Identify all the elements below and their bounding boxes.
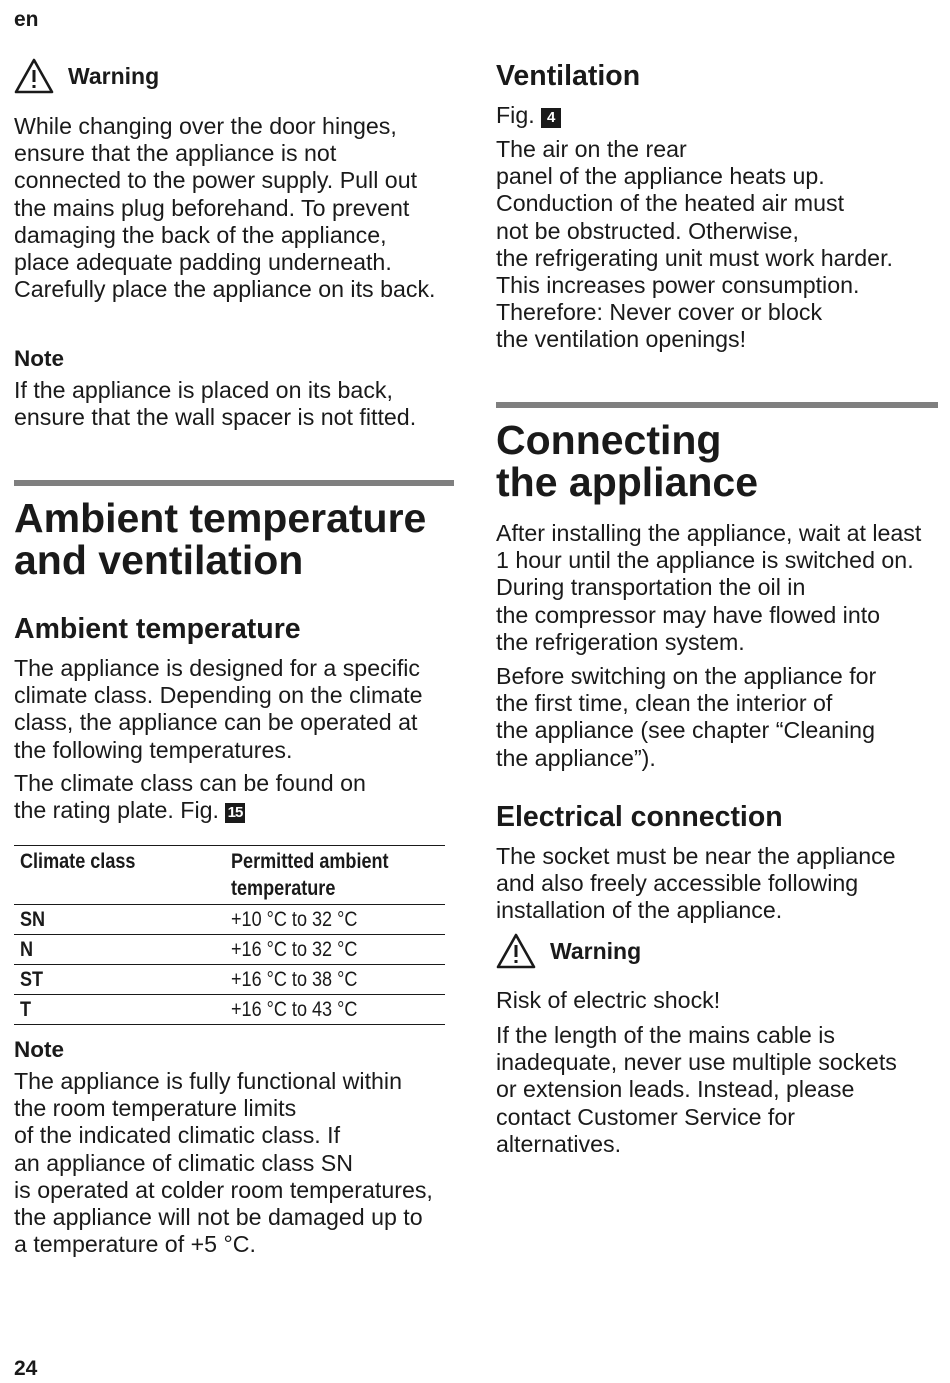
page-number: 24 [14,1357,38,1380]
table-cell-temperature: +16 °C to 32 °C [225,935,445,965]
connect-paragraph-2 [496,663,938,772]
text-line: inadequate, never use multiple sockets [496,1049,897,1076]
text-line: the ventilation openings! [496,326,747,353]
table-cell-class: ST [14,965,225,995]
table-cell-temperature: +16 °C to 38 °C [225,965,445,995]
table-row [14,965,445,995]
text-line: an appliance of climatic class SN [14,1149,353,1176]
table-cell-class: SN [14,905,225,935]
language-code: en [14,8,39,31]
section-title-line2: and ventilation [14,537,304,583]
table-cell-temperature: +16 °C to 43 °C [225,995,445,1025]
warning-triangle-icon [14,58,54,94]
section-title-line1: Connecting [496,417,722,463]
table-cell-class: N [14,935,225,965]
text-line: the appliance (see chapter “Cleaning [496,717,875,744]
warning-text: Risk of electric shock! [496,987,721,1013]
text-line: The air on the rear [496,136,687,162]
text-line: or extension leads. Instead, please [496,1076,855,1103]
text-line: is operated at colder room temperatures, [14,1176,433,1203]
warning-details [496,1022,938,1158]
text-line: Therefore: Never cover or block [496,299,823,326]
ambient-paragraph-2 [14,770,454,824]
fig-reference-label: the rating plate. Fig. [14,797,219,824]
text-line: the refrigerating unit must work harder. [496,244,893,271]
ventilation-fig-reference [496,102,938,129]
connect-paragraph-1 [496,520,938,656]
ventilation-text [496,136,938,354]
note-text: If the appliance is placed on its back, ensure that the wall spacer is not fitted. [14,377,417,431]
table-cell-class: T [14,995,225,1025]
figure-badge: 15 [225,803,245,823]
figure-badge: 4 [541,108,561,128]
text-line: the appliance”). [496,744,656,771]
warning-title: Warning [68,62,160,89]
text-line: installation of the appliance. [496,897,783,924]
table-header-permitted-temperature: Permitted ambient temperature [225,846,445,905]
table-row [14,905,445,935]
fig-reference-label: Fig. [496,102,535,128]
table-row [14,935,445,965]
note-title: Note [14,1037,64,1062]
text-line: the room temperature limits [14,1095,297,1122]
ambient-temperature-title: Ambient temperature [14,613,301,645]
section-title [14,497,454,581]
section-divider [14,480,454,486]
text-line: and also freely accessible following [496,870,859,897]
table-row [14,995,445,1025]
ambient-paragraph-2-line1: The climate class can be found on [14,770,366,796]
table-header-row [14,846,445,905]
text-line: the compressor may have flowed into [496,601,881,628]
text-line: contact Customer Service for [496,1103,795,1130]
warning-text: While changing over the door hinges, ensure that the appliance is not connected to the power supply. Pull out the mains plug beforehand. To prevent damaging the back of the appliance, place adequate padding underneath. Carefully place the appliance on its back. [14,113,436,303]
table-header-climate-class: Climate class [14,846,225,905]
ambient-paragraph-2-line2 [14,797,454,824]
section-title-line2: the appliance [496,459,759,505]
text-line: panel of the appliance heats up. [496,163,825,190]
warning-triangle-icon [496,933,536,969]
warning-title: Warning [550,937,642,964]
climate-class-table [14,845,445,1025]
text-line: not be obstructed. Otherwise, [496,217,799,244]
text-line: The socket must be near the appliance [496,843,896,869]
section-title [496,419,938,503]
warning-heading [496,933,938,969]
text-line: Before switching on the appliance for [496,663,877,689]
text-line: of the indicated climatic class. If [14,1122,341,1149]
text-line: 1 hour until the appliance is switched on. [496,547,914,574]
ventilation-title: Ventilation [496,60,641,92]
note-title: Note [14,346,64,371]
text-line: the refrigeration system. [496,628,745,655]
electrical-connection-text [496,843,938,925]
warning-heading [14,58,454,94]
section-divider [496,402,938,408]
text-line: After installing the appliance, wait at least [496,520,922,546]
text-line: During transportation the oil in [496,574,806,601]
electrical-connection-title: Electrical connection [496,801,783,833]
text-line: the appliance will not be damaged up to [14,1204,423,1231]
text-line: Conduction of the heated air must [496,190,845,217]
note-text [14,1068,454,1258]
text-line: a temperature of +5 °C. [14,1231,256,1258]
text-line: the first time, clean the interior of [496,690,833,717]
text-line: The appliance is fully functional within [14,1068,402,1094]
table-cell-temperature: +10 °C to 32 °C [225,905,445,935]
text-line: alternatives. [496,1130,622,1157]
text-line: If the length of the mains cable is [496,1022,835,1048]
ambient-paragraph-1: The appliance is designed for a specific climate class. Depending on the climate class, the appliance can be operated at the following temperatures. [14,655,423,763]
text-line: This increases power consumption. [496,272,860,299]
section-title-line1: Ambient temperature [14,495,427,541]
